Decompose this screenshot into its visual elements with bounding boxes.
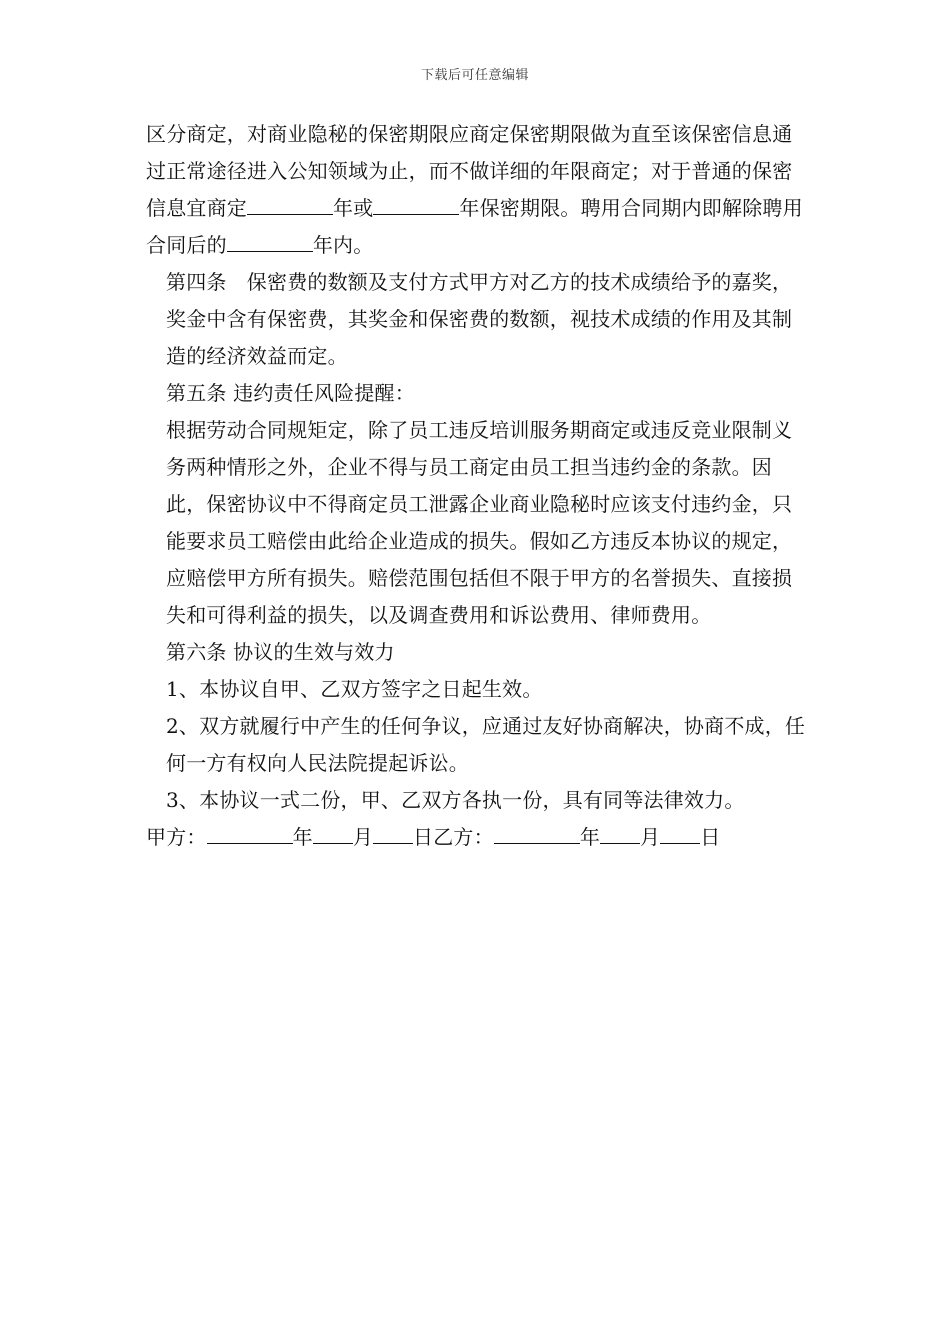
- article3-continuation: [146, 116, 810, 264]
- party-b-month-label: 月: [640, 825, 661, 849]
- party-b-year-label: 年: [579, 825, 601, 849]
- year-blank-2[interactable]: [373, 196, 459, 215]
- article6-item-3: 3、本协议一式二份，甲、乙双方各执一份，具有同等法律效力。: [166, 788, 745, 812]
- party-a-year-label: 年: [292, 825, 313, 849]
- party-a-month-blank[interactable]: [313, 825, 353, 844]
- article5-paragraph: 根据劳动合同规矩定，除了员工违反培训服务期商定或违反竞业限制义务两种情形之外，企业不得与员工商定由员工担当违约金的条款。因此，保密协议中不得商定员工泄露企业商业隐秘时应该支付违约金，只能要求员工赔偿由此给企业造成的损失。假如乙方违反本协议的规定，应赔偿甲方所有损失。赔偿范围包括但不限于甲方的名誉损失、直接损失和可得利益的损失，以及调查费用和诉讼费用、律师费用。: [166, 418, 793, 627]
- party-b-label: 日乙方：: [413, 825, 494, 849]
- party-b-month-blank[interactable]: [600, 825, 640, 844]
- article5-title: 第五条 违约责任风险提醒：: [166, 381, 415, 405]
- party-b-signature-blank[interactable]: [494, 825, 580, 844]
- agreement-body: [146, 116, 810, 856]
- year-blank-1[interactable]: [247, 196, 333, 215]
- page-header-note: 下载后可任意编辑: [420, 68, 529, 83]
- party-a-day-blank[interactable]: [373, 825, 413, 844]
- article6-item-1: 1、本协议自甲、乙双方签字之日起生效。: [166, 677, 543, 701]
- party-b-day-blank[interactable]: [660, 825, 700, 844]
- article4-paragraph: 第四条 保密费的数额及支付方式甲方对乙方的技术成绩给予的嘉奖，奖金中含有保密费，其奖金和保密费的数额，视技术成绩的作用及其制造的经济效益而定。: [166, 270, 793, 368]
- article3-text-2: 年或: [333, 196, 374, 220]
- article6-title: 第六条 协议的生效与效力: [166, 640, 395, 664]
- party-a-month-label: 月: [352, 825, 374, 849]
- article6-item-2: 2、双方就履行中产生的任何争议，应通过友好协商解决，协商不成，任何一方有权向人民法院提起诉讼。: [166, 714, 806, 775]
- article3-text-3: 年保密期限。聘用合同期内即解除聘用合同后的: [146, 196, 803, 257]
- year-blank-3[interactable]: [227, 233, 313, 252]
- article3-text-4: 年内。: [312, 233, 374, 257]
- signature-line: [146, 819, 810, 856]
- article3-text-1: 区分商定，对商业隐秘的保密期限应商定保密期限做为直至该保密信息通过正常途径进入公知领域为止，而不做详细的年限商定；对于普通的保密信息宜商定: [146, 122, 793, 220]
- party-a-signature-blank[interactable]: [207, 825, 293, 844]
- party-b-day-label: 日: [700, 825, 721, 849]
- party-a-label: 甲方：: [146, 825, 207, 849]
